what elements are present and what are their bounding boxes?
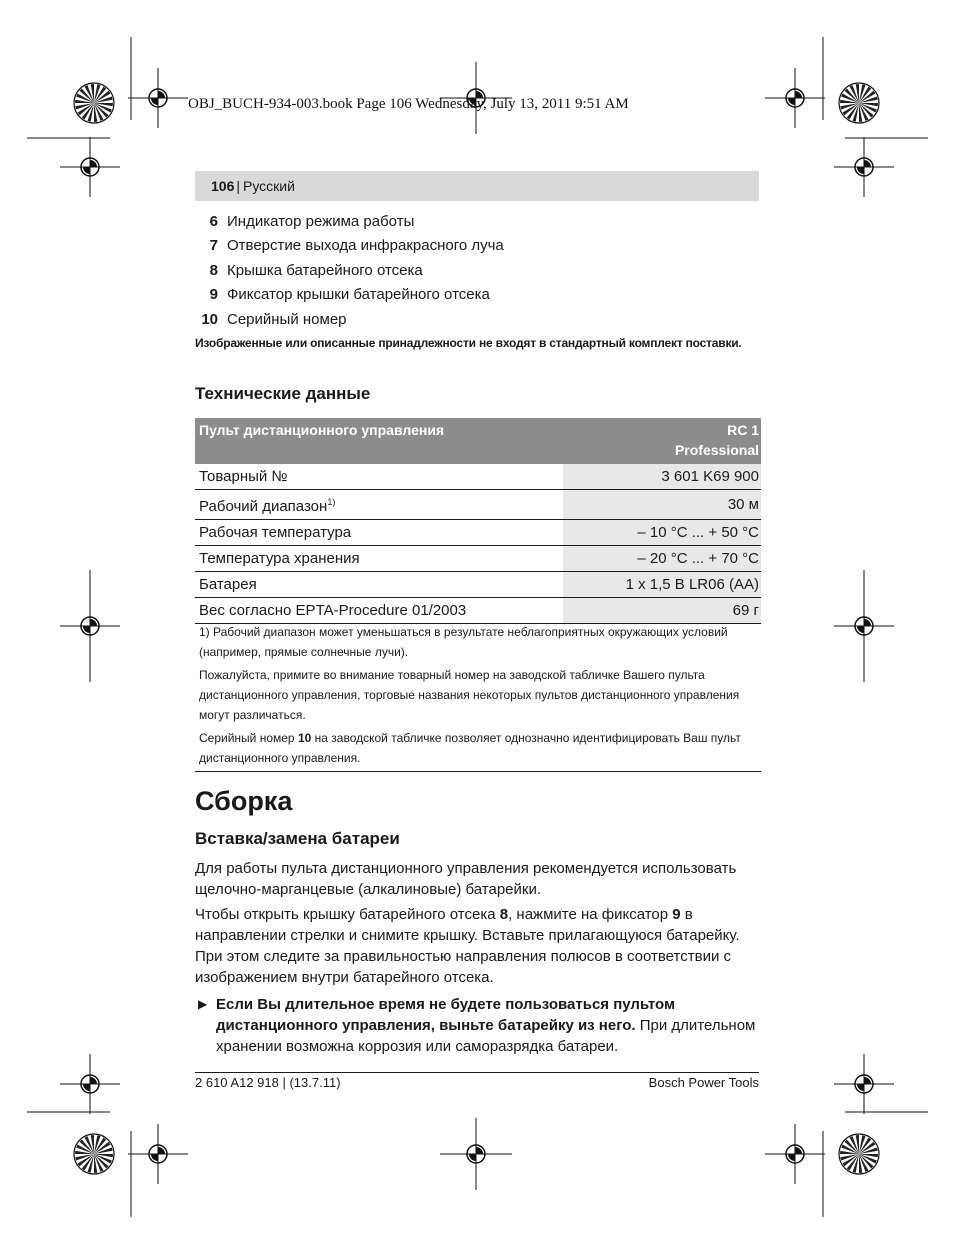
model-line-2: Professional — [674, 442, 759, 458]
item-text: Отверстие выхода инфракрасного луча — [227, 237, 504, 255]
page-number: 106 — [211, 178, 235, 194]
spec-label: Температура хранения — [195, 546, 563, 572]
register-mark-fill — [83, 160, 97, 174]
battery-paragraph-2 — [195, 904, 759, 988]
component-list — [195, 210, 759, 332]
para-text: , нажмите на фиксатор — [508, 906, 673, 923]
item-text: Серийный номер — [227, 310, 347, 328]
item-text: Индикатор режима работы — [227, 213, 415, 230]
register-mark-fill — [857, 160, 871, 174]
battery-heading: Вставка/замена батареи — [195, 829, 400, 848]
table-row — [195, 598, 761, 624]
para-text: Чтобы открыть крышку батарейного отсека — [195, 906, 500, 923]
spec-label: Рабочий диапазон — [199, 498, 328, 515]
spec-value: 30 м — [563, 490, 761, 520]
list-item — [195, 283, 759, 307]
register-mark-fill — [83, 1077, 97, 1091]
accessories-note: Изображенные или описанные принадлежности не входят в стандартный комплект поставки. — [195, 336, 742, 350]
register-mark-fill — [857, 1077, 871, 1091]
battery-paragraph-1: Для работы пульта дистанционного управления рекомендуется использовать щелочно-марганцевые (алкалиновые) батарейки. — [195, 860, 737, 898]
table-row — [195, 520, 761, 546]
item-text: Фиксатор крышки батарейного отсека — [227, 286, 490, 304]
warning-bold: Если Вы длительное время не будете пользоваться пультом дистанционного управления, выньте батарейку из него. — [216, 996, 676, 1034]
spec-value: 69 г — [563, 598, 761, 624]
item-text: Крышка батарейного отсека — [227, 261, 423, 279]
spec-header-model — [563, 418, 761, 464]
warning-text — [216, 994, 759, 1057]
model-line-1: RC 1 — [727, 422, 759, 438]
register-mark-fill — [151, 91, 165, 105]
footnote-3-text: Серийный номер — [199, 731, 298, 745]
spec-label: Рабочая температура — [195, 520, 563, 546]
item-number: 6 — [209, 213, 218, 230]
spec-value: – 20 °C ... + 70 °C — [563, 546, 761, 572]
header-separator: | — [236, 178, 240, 194]
spec-header-label: Пульт дистанционного управления — [195, 418, 563, 464]
assembly-heading: Сборка — [195, 786, 293, 816]
page-header-bar — [195, 171, 759, 201]
list-item — [195, 210, 759, 234]
footnotes-divider — [195, 771, 761, 772]
header-language: Русский — [243, 178, 295, 194]
item-number: 7 — [209, 237, 218, 255]
register-mark-fill — [151, 1147, 165, 1161]
list-item — [195, 234, 759, 258]
list-item — [195, 308, 759, 332]
spec-label: Товарный № — [195, 464, 563, 490]
table-footnotes — [195, 622, 761, 772]
footnote-ref: 1) — [327, 497, 336, 507]
footer-divider — [195, 1072, 759, 1073]
item-number: 9 — [209, 286, 218, 304]
spec-label: Батарея — [195, 572, 563, 598]
bullet-arrow-icon: ▶ — [198, 997, 208, 1011]
footnote-3 — [199, 728, 761, 768]
item-number: 8 — [209, 261, 218, 279]
spec-label-cell — [195, 490, 563, 520]
table-row — [195, 464, 761, 490]
para-ref-9: 9 — [672, 906, 681, 923]
footnote-3-text-end: на заводской табличке позволяет однозначно идентифицировать Ваш пульт дистанционного управления. — [199, 731, 741, 765]
table-row — [195, 546, 761, 572]
spec-table — [195, 418, 761, 624]
table-row — [195, 572, 761, 598]
spec-label: Вес согласно EPTA-Procedure 01/2003 — [195, 598, 563, 624]
footnote-1: 1) Рабочий диапазон может уменьшаться в результате неблагоприятных окружающих условий (например, прямые солнечные лучи). — [199, 625, 728, 659]
para-ref-8: 8 — [499, 906, 509, 923]
table-row — [195, 490, 761, 520]
spec-table-header — [195, 418, 761, 464]
footnote-2: Пожалуйста, примите во внимание товарный номер на заводской табличке Вашего пульта дистанционного управления, торговые названия некоторых пультов дистанционного управления могут различаться. — [199, 668, 740, 722]
warning-normal: При длительном хранении возможна коррозия или саморазрядка батареи. — [216, 1017, 756, 1055]
footer-doc-number: 2 610 A12 918 | (13.7.11) — [195, 1075, 341, 1090]
para-text: в направлении стрелки и снимите крышку. Вставьте прилагающуюся батарейку. При этом следите за правильностью направления полюсов в соответствии с изображением внутри батарейного отсека. — [195, 906, 740, 986]
spec-value: – 10 °C ... + 50 °C — [563, 520, 761, 546]
register-mark-fill — [788, 1147, 802, 1161]
item-number: 10 — [201, 310, 218, 328]
footer-brand: Bosch Power Tools — [648, 1075, 759, 1090]
spec-value: 1 x 1,5 В LR06 (AA) — [563, 572, 761, 598]
footnote-3-ref: 10 — [297, 731, 312, 745]
register-mark-fill — [788, 91, 802, 105]
tech-data-heading: Технические данные — [195, 384, 371, 403]
warning-bullet — [195, 994, 759, 1057]
print-header: OBJ_BUCH-934-003.book Page 106 Wednesday, July 13, 2011 9:51 AM — [188, 96, 629, 112]
spec-value: 3 601 K69 900 — [563, 464, 761, 490]
list-item — [195, 259, 759, 283]
